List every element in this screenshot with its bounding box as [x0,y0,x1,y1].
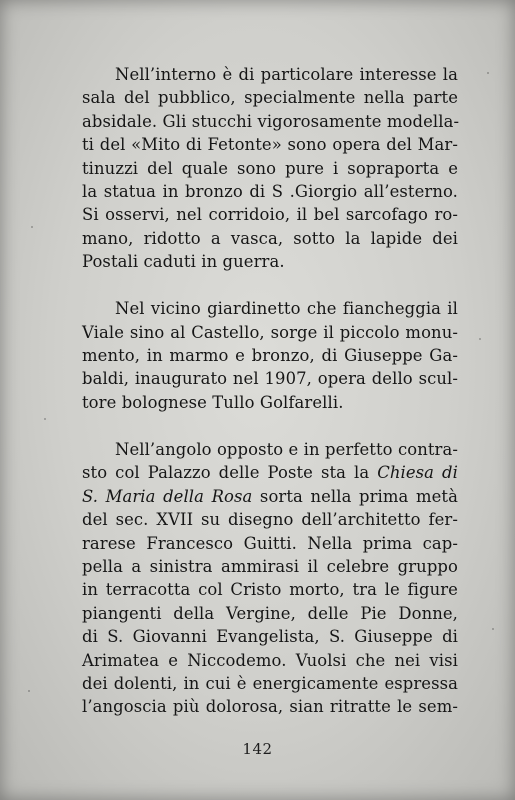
body-text [82,63,458,719]
text-line: Si osservi, nel corridoio, il bel sarcofago ro- [82,205,458,225]
text-line: di S. Giovanni Evangelista, S. Giuseppe di [82,627,458,647]
text-line: Arimatea e Niccodemo. Vuolsi che nei visi [82,650,458,670]
text-fragment: sto col Palazzo delle Poste sta la [82,463,378,483]
page-number: 142 [242,740,273,758]
paper-speck [31,226,33,228]
paragraph-monument [82,297,458,414]
text-line: Nel vicino giardinetto che fiancheggia il [115,299,458,319]
text-line: del sec. XVII su disegno dell’architetto fer- [82,510,458,530]
text-line: rarese Francesco Guitti. Nella prima cap- [82,533,458,553]
italic-fragment: Chiesa di [377,463,458,483]
text-line: absidale. Gli stucchi vigorosamente modella- [82,111,460,131]
text-line: pella a sinistra ammirasi il celebre gruppo [82,556,458,576]
text-line: tinuzzi del quale sono pure i sopraporta e [82,158,458,178]
text-fragment: sorta nella prima metà [252,486,458,506]
text-line: Nell’angolo opposto e in perfetto contra- [115,439,458,459]
paper-speck [44,418,46,420]
text-line: tore bolognese Tullo Golfarelli. [82,392,344,412]
text-line: dei dolenti, in cui è energicamente espressa [82,673,458,693]
text-line: piangenti della Vergine, delle Pie Donne, [82,603,458,623]
text-line-with-italic [82,461,458,484]
text-line-with-italic [82,485,458,508]
text-line: mento, in marmo e bronzo, di Giuseppe Ga- [82,346,458,366]
paper-speck [28,690,30,692]
paper-speck [479,338,481,340]
paper-speck [492,628,494,630]
text-line: sala del pubblico, specialmente nella parte [82,88,458,108]
text-line: Postali caduti in guerra. [82,252,285,272]
text-line: l’angoscia più dolorosa, sian ritratte le sem- [82,697,458,717]
italic-fragment: S. Maria della Rosa [82,486,253,506]
paragraph-post-office-interior [82,63,458,274]
text-line: Nell’interno è di particolare interesse la [115,65,458,84]
paper-speck [487,72,489,74]
paragraph-church [82,438,458,719]
text-line: in terracotta col Cristo morto, tra le figure [82,580,458,600]
text-line: ti del «Mito di Fetonte» sono opera del Mar- [82,135,458,155]
text-line: baldi, inaugurato nel 1907, opera dello scul- [82,369,458,389]
text-line: Viale sino al Castello, sorge il piccolo monu- [82,322,458,342]
text-line: la statua in bronzo di S .Giorgio all’esterno. [82,182,458,202]
text-line: mano, ridotto a vasca, sotto la lapide dei [82,228,458,248]
